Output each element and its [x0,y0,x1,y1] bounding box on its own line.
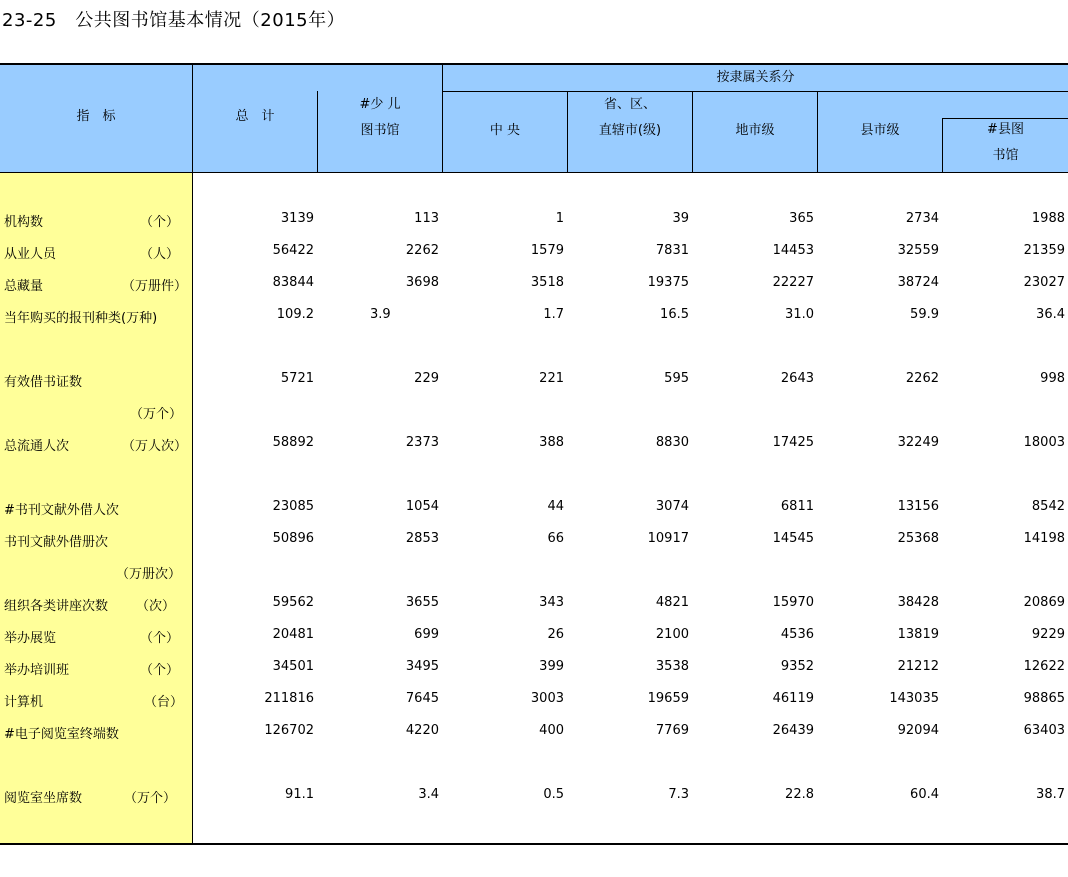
table-cell: 26439 [772,723,814,738]
header-total: 总 计 [235,109,275,124]
table-cell: 23085 [272,499,314,514]
table-cell: 2643 [780,371,814,386]
table-cell: 5721 [280,371,314,386]
table-cell: 229 [414,371,439,386]
table-cell: 44 [547,499,564,514]
table-cell: 8542 [1031,499,1065,514]
table-cell: 211816 [264,691,314,706]
table-cell: 60.4 [910,787,939,802]
table-cell: 4220 [405,723,439,738]
table-cell: 3.9 [370,307,391,322]
table-cell: 399 [539,659,564,674]
table-cell: 38.7 [1036,787,1065,802]
table-cell: 2373 [405,435,439,450]
table-cell: 59562 [272,595,314,610]
table-cell: 1988 [1031,211,1065,226]
table-cell: 16.5 [660,307,689,322]
table-cell: 12622 [1023,659,1065,674]
table-cell: 50896 [272,531,314,546]
table-cell: 8830 [655,435,689,450]
row-label: 书刊文献外借册次 [4,535,109,550]
row-label: 总藏量 [4,279,44,294]
table-cell: 3074 [655,499,689,514]
table-cell: 3495 [405,659,439,674]
table-cell: 6811 [780,499,814,514]
header-province-line2: 直辖市(级) [598,123,662,138]
table-cell: 2262 [405,243,439,258]
table-cell: 0.5 [543,787,564,802]
row-label: 机构数 [4,215,44,230]
table-cell: 36.4 [1036,307,1065,322]
row-label: 有效借书证数 [4,375,83,390]
row-unit: （个） [140,663,180,678]
table-cell: 21212 [897,659,939,674]
row-unit: （次） [136,599,176,614]
table-cell: 23027 [1023,275,1065,290]
row-label: #电子阅览室终端数 [4,727,119,742]
table-cell: 3698 [405,275,439,290]
table-cell: 2262 [905,371,939,386]
table-cell: 18003 [1023,435,1065,450]
table-cell: 59.9 [910,307,939,322]
row-label: 组织各类讲座次数 [4,599,109,614]
row-label: 总流通人次 [4,439,70,454]
group-header-underline [443,91,1068,92]
table-cell: 998 [1040,371,1065,386]
table-cell: 3139 [280,211,314,226]
row-unit: （万个） [124,791,177,806]
header-children-lib-line2: 图书馆 [360,123,400,138]
table-cell: 343 [539,595,564,610]
table-cell: 25368 [897,531,939,546]
table-cell: 58892 [272,435,314,450]
header-central: 中 央 [489,123,521,138]
table-cell: 83844 [272,275,314,290]
table-cell: 7.3 [668,787,689,802]
row-label: 计算机 [4,695,44,710]
header-indicator: 指 标 [76,109,116,124]
table-cell: 38724 [897,275,939,290]
header-children-lib-line1: #少 儿 [359,97,401,112]
table-cell: 113 [414,211,439,226]
table-cell: 39 [672,211,689,226]
row-unit: （万册次） [116,567,182,582]
table-cell: 34501 [272,659,314,674]
table-cell: 126702 [264,723,314,738]
table-cell: 14453 [772,243,814,258]
table-cell: 1054 [405,499,439,514]
table-cell: 699 [414,627,439,642]
table-cell: 13819 [897,627,939,642]
table-cell: 3538 [655,659,689,674]
header-county-lib-line2: 书馆 [992,148,1019,163]
table-cell: 98865 [1023,691,1065,706]
table-cell: 38428 [897,595,939,610]
table-cell: 26 [547,627,564,642]
indicator-column-border [192,64,193,844]
table-cell: 143035 [889,691,939,706]
table-cell: 388 [539,435,564,450]
table-cell: 14545 [772,531,814,546]
table-cell: 9352 [780,659,814,674]
row-label: 举办培训班 [4,663,70,678]
table-cell: 7645 [405,691,439,706]
table-cell: 3518 [530,275,564,290]
header-group: 按隶属关系分 [716,70,795,85]
row-label: 从业人员 [4,247,57,262]
table-title: 23-25 公共图书馆基本情况（2015年） [2,10,346,31]
table-cell: 20869 [1023,595,1065,610]
header-county-lib-line1: #县图 [987,122,1024,137]
table-cell: 7831 [655,243,689,258]
row-unit: （人） [140,247,180,262]
table-cell: 46119 [772,691,814,706]
table-cell: 2100 [655,627,689,642]
table-cell: 91.1 [285,787,314,802]
table-cell: 400 [539,723,564,738]
row-unit: （个） [140,631,180,646]
table-cell: 92094 [897,723,939,738]
table-cell: 56422 [272,243,314,258]
header-bottom-border [0,172,1068,173]
table-cell: 4821 [655,595,689,610]
table-cell: 31.0 [785,307,814,322]
table-cell: 17425 [772,435,814,450]
table-cell: 595 [664,371,689,386]
row-unit: （个） [140,215,180,230]
table-cell: 365 [789,211,814,226]
table-cell: 221 [539,371,564,386]
table-cell: 32249 [897,435,939,450]
table-cell: 109.2 [276,307,314,322]
table-cell: 66 [547,531,564,546]
header-province-line1: 省、区、 [603,97,656,112]
table-cell: 3655 [405,595,439,610]
row-unit: （万册件） [122,279,188,294]
table-cell: 19375 [647,275,689,290]
table-cell: 10917 [647,531,689,546]
row-label: 当年购买的报刊种类(万种) [4,311,158,326]
table-cell: 4536 [780,627,814,642]
row-unit: （万个） [130,407,183,422]
row-unit: （万人次） [122,439,188,454]
table-cell: 9229 [1031,627,1065,642]
header-county: 县市级 [860,123,900,138]
row-label: #书刊文献外借人次 [4,503,119,518]
table-cell: 63403 [1023,723,1065,738]
header-city: 地市级 [735,123,775,138]
table-cell: 13156 [897,499,939,514]
table-cell: 19659 [647,691,689,706]
table-cell: 15970 [772,595,814,610]
table-cell: 7769 [655,723,689,738]
table-cell: 2853 [405,531,439,546]
table-cell: 14198 [1023,531,1065,546]
table-cell: 1 [555,211,564,226]
table-cell: 3.4 [418,787,439,802]
table-cell: 32559 [897,243,939,258]
table-cell: 3003 [530,691,564,706]
row-label: 举办展览 [4,631,57,646]
table-cell: 1579 [530,243,564,258]
table-cell: 21359 [1023,243,1065,258]
row-label: 阅览室坐席数 [4,791,83,806]
table-cell: 20481 [272,627,314,642]
table-cell: 22.8 [785,787,814,802]
table-cell: 2734 [905,211,939,226]
row-unit: （台） [144,695,184,710]
table-bottom-border [0,843,1068,845]
table-cell: 22227 [772,275,814,290]
table-cell: 1.7 [543,307,564,322]
